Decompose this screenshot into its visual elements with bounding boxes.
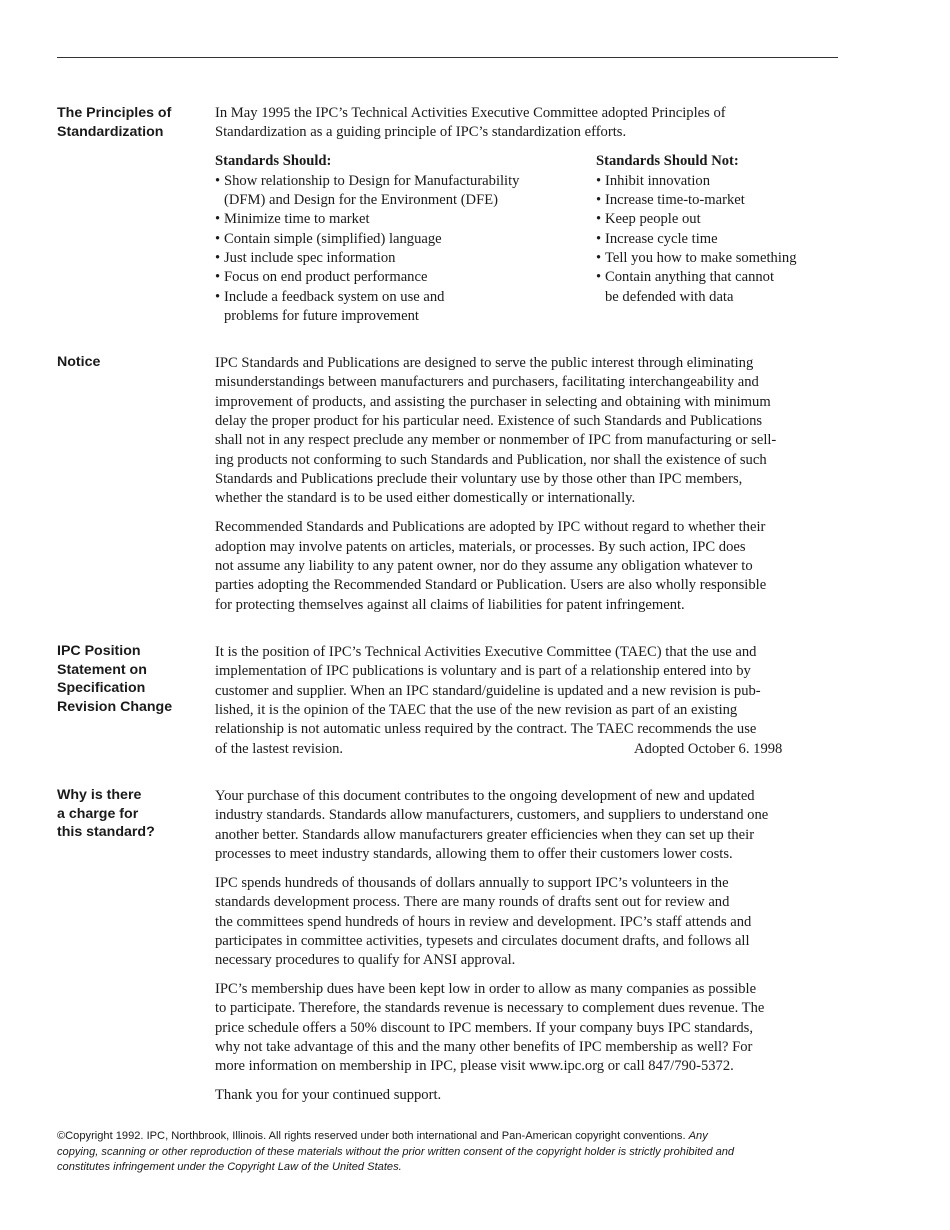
text-line: IPC spends hundreds of thousands of dollars annually to support IPC’s volunteers in the xyxy=(215,874,729,891)
heading-line: Specification xyxy=(57,680,146,697)
heading-line: Revision Change xyxy=(57,698,173,715)
text-line: It is the position of IPC’s Technical Activities Executive Committee (TAEC) that the use and xyxy=(215,644,757,660)
text-line: shall not in any respect preclude any member or nonmember of IPC from manufacturing or sell- xyxy=(215,432,777,449)
top-rule xyxy=(57,57,838,58)
text-line: ing products not conforming to such Standards and Publication, nor shall the existence of such xyxy=(215,451,767,468)
copyright-footer xyxy=(57,1129,847,1176)
notice-paragraph xyxy=(215,354,845,509)
principles-body xyxy=(215,104,845,327)
charge-paragraph xyxy=(215,1086,845,1105)
text-line: improvement of products, and assisting the purchaser in selecting and obtaining with minimum xyxy=(215,393,771,410)
list-item: • Just include spec information xyxy=(215,249,396,266)
text-line: another better. Standards allow manufacturers greater efficiencies when they can set up their xyxy=(215,826,755,843)
text-line: processes to meet industry standards, allowing them to offer their customers lower costs. xyxy=(215,846,733,863)
list-item: • Show relationship to Design for Manufacturability xyxy=(215,172,520,189)
text-line: industry standards. Standards allow manufacturers, customers, and suppliers to understand one xyxy=(215,807,769,824)
list-item: • Contain simple (simplified) language xyxy=(215,230,442,247)
text-line: parties adopting the Recommended Standard or Publication. Users are also wholly responsible xyxy=(215,577,767,594)
text-line: price schedule offers a 50% discount to IPC members. If your company buys IPC standards, xyxy=(215,1019,753,1036)
charge-paragraph xyxy=(215,980,845,1077)
list-item: • Increase time-to-market xyxy=(596,191,745,208)
principles-intro xyxy=(215,104,845,143)
charge-paragraph xyxy=(215,787,845,864)
position-paragraph xyxy=(215,643,845,759)
notice-paragraph xyxy=(215,518,845,615)
text-line: Standards and Publications preclude their voluntary use by those other than IPC members, xyxy=(215,471,743,488)
heading-line: Standardization xyxy=(57,123,164,140)
text-line xyxy=(215,740,845,759)
text-line: to participate. Therefore, the standards revenue is necessary to complement dues revenue. The xyxy=(215,1000,765,1017)
text-line: customer and supplier. When an IPC standard/guideline is updated and a new revision is pub- xyxy=(215,682,761,699)
text-line: IPC’s membership dues have been kept low in order to allow as many companies as possible xyxy=(215,981,757,998)
notice-heading xyxy=(57,353,207,372)
footer-line: constitutes infringement under the Copyright Law of the United States. xyxy=(57,1161,402,1174)
text-line: whether the standard is to be used either domestically or internationally. xyxy=(215,490,636,507)
text-line: relationship is not automatic unless required by the contract. The TAEC recommends the use xyxy=(215,721,757,738)
text-line: more information on membership in IPC, please visit www.ipc.org or call 847/790-5372. xyxy=(215,1058,734,1075)
text-line: why not take advantage of this and the many other benefits of IPC membership as well? For xyxy=(215,1039,753,1056)
text-line: In May 1995 the IPC’s Technical Activities Executive Committee adopted Principles of xyxy=(215,105,726,121)
text-line: Standardization as a guiding principle of IPC’s standardization efforts. xyxy=(215,124,627,141)
list-item: • Contain anything that cannot xyxy=(596,269,775,286)
text-line: IPC Standards and Publications are designed to serve the public interest through eliminating xyxy=(215,355,754,371)
charge-body xyxy=(215,787,845,1115)
list-item: • Tell you how to make something xyxy=(596,249,797,266)
heading-line: Notice xyxy=(57,354,101,370)
list-item: • Focus on end product performance xyxy=(215,269,428,286)
copyright-text: ©Copyright 1992. IPC, Northbrook, Illinois. All rights reserved under both international and Pan-American copyright conventions. xyxy=(57,1130,686,1142)
heading-line: Statement on xyxy=(57,661,147,678)
principles-heading xyxy=(57,104,207,141)
text-line: Thank you for your continued support. xyxy=(215,1087,442,1104)
position-heading xyxy=(57,642,207,716)
list-item: • Include a feedback system on use and xyxy=(215,288,445,305)
last-line-text: of the lastest revision. xyxy=(215,740,344,757)
list-item: • Inhibit innovation xyxy=(596,172,710,189)
list-item-continuation: be defended with data xyxy=(605,288,734,305)
footer-line: copying, scanning or other reproduction of these materials without the prior written consent of the copyright holder is strictly prohibited and xyxy=(57,1145,735,1158)
heading-line: The Principles of xyxy=(57,105,172,121)
text-line: not assume any liability to any patent owner, nor do they assume any obligation whatever to xyxy=(215,557,753,574)
standards-should-not-list xyxy=(596,152,846,307)
footer-line xyxy=(57,1129,847,1145)
heading-line: a charge for xyxy=(57,805,139,822)
heading-line: Why is there xyxy=(57,787,142,803)
text-line: implementation of IPC publications is voluntary and is part of a relationship entered into by xyxy=(215,663,751,680)
list-item-continuation: problems for future improvement xyxy=(224,307,419,324)
list-item: • Increase cycle time xyxy=(596,230,718,247)
text-line: misunderstandings between manufacturers and purchasers, facilitating interchangeability and xyxy=(215,374,759,391)
notice-body xyxy=(215,354,845,624)
text-line: delay the proper product for his particular need. Existence of such Standards and Publications xyxy=(215,413,763,430)
text-line: adoption may involve patents on articles, materials, or processes. By such action, IPC does xyxy=(215,538,746,555)
heading-line: IPC Position xyxy=(57,643,141,659)
warning-lead: Any xyxy=(688,1130,708,1142)
principles-columns xyxy=(215,152,845,327)
charge-paragraph xyxy=(215,874,845,971)
list-item: • Minimize time to market xyxy=(215,211,370,228)
list-item-continuation: (DFM) and Design for the Environment (DFE) xyxy=(224,191,498,208)
adopted-date: Adopted October 6. 1998 xyxy=(634,740,783,757)
text-line: for protecting themselves against all claims of liabilities for patent infringement. xyxy=(215,596,685,613)
charge-heading xyxy=(57,786,207,842)
text-line: standards development process. There are many rounds of drafts sent out for review and xyxy=(215,894,730,911)
standards-should-list xyxy=(215,152,585,326)
text-line: lished, it is the opinion of the TAEC that the use of the new revision as part of an existing xyxy=(215,702,738,719)
standards-should-not-heading: Standards Should Not: xyxy=(596,153,739,170)
position-body xyxy=(215,643,845,769)
standards-should-heading: Standards Should: xyxy=(215,153,332,170)
text-line: necessary procedures to qualify for ANSI approval. xyxy=(215,952,516,969)
text-line: Recommended Standards and Publications are adopted by IPC without regard to whether their xyxy=(215,519,766,536)
heading-line: this standard? xyxy=(57,824,155,841)
text-line: Your purchase of this document contributes to the ongoing development of new and updated xyxy=(215,788,755,804)
text-line: participates in committee activities, typesets and circulates document drafts, and follows all xyxy=(215,932,750,949)
list-item: • Keep people out xyxy=(596,211,701,228)
text-line: the committees spend hundreds of hours in review and development. IPC’s staff attends and xyxy=(215,913,752,930)
